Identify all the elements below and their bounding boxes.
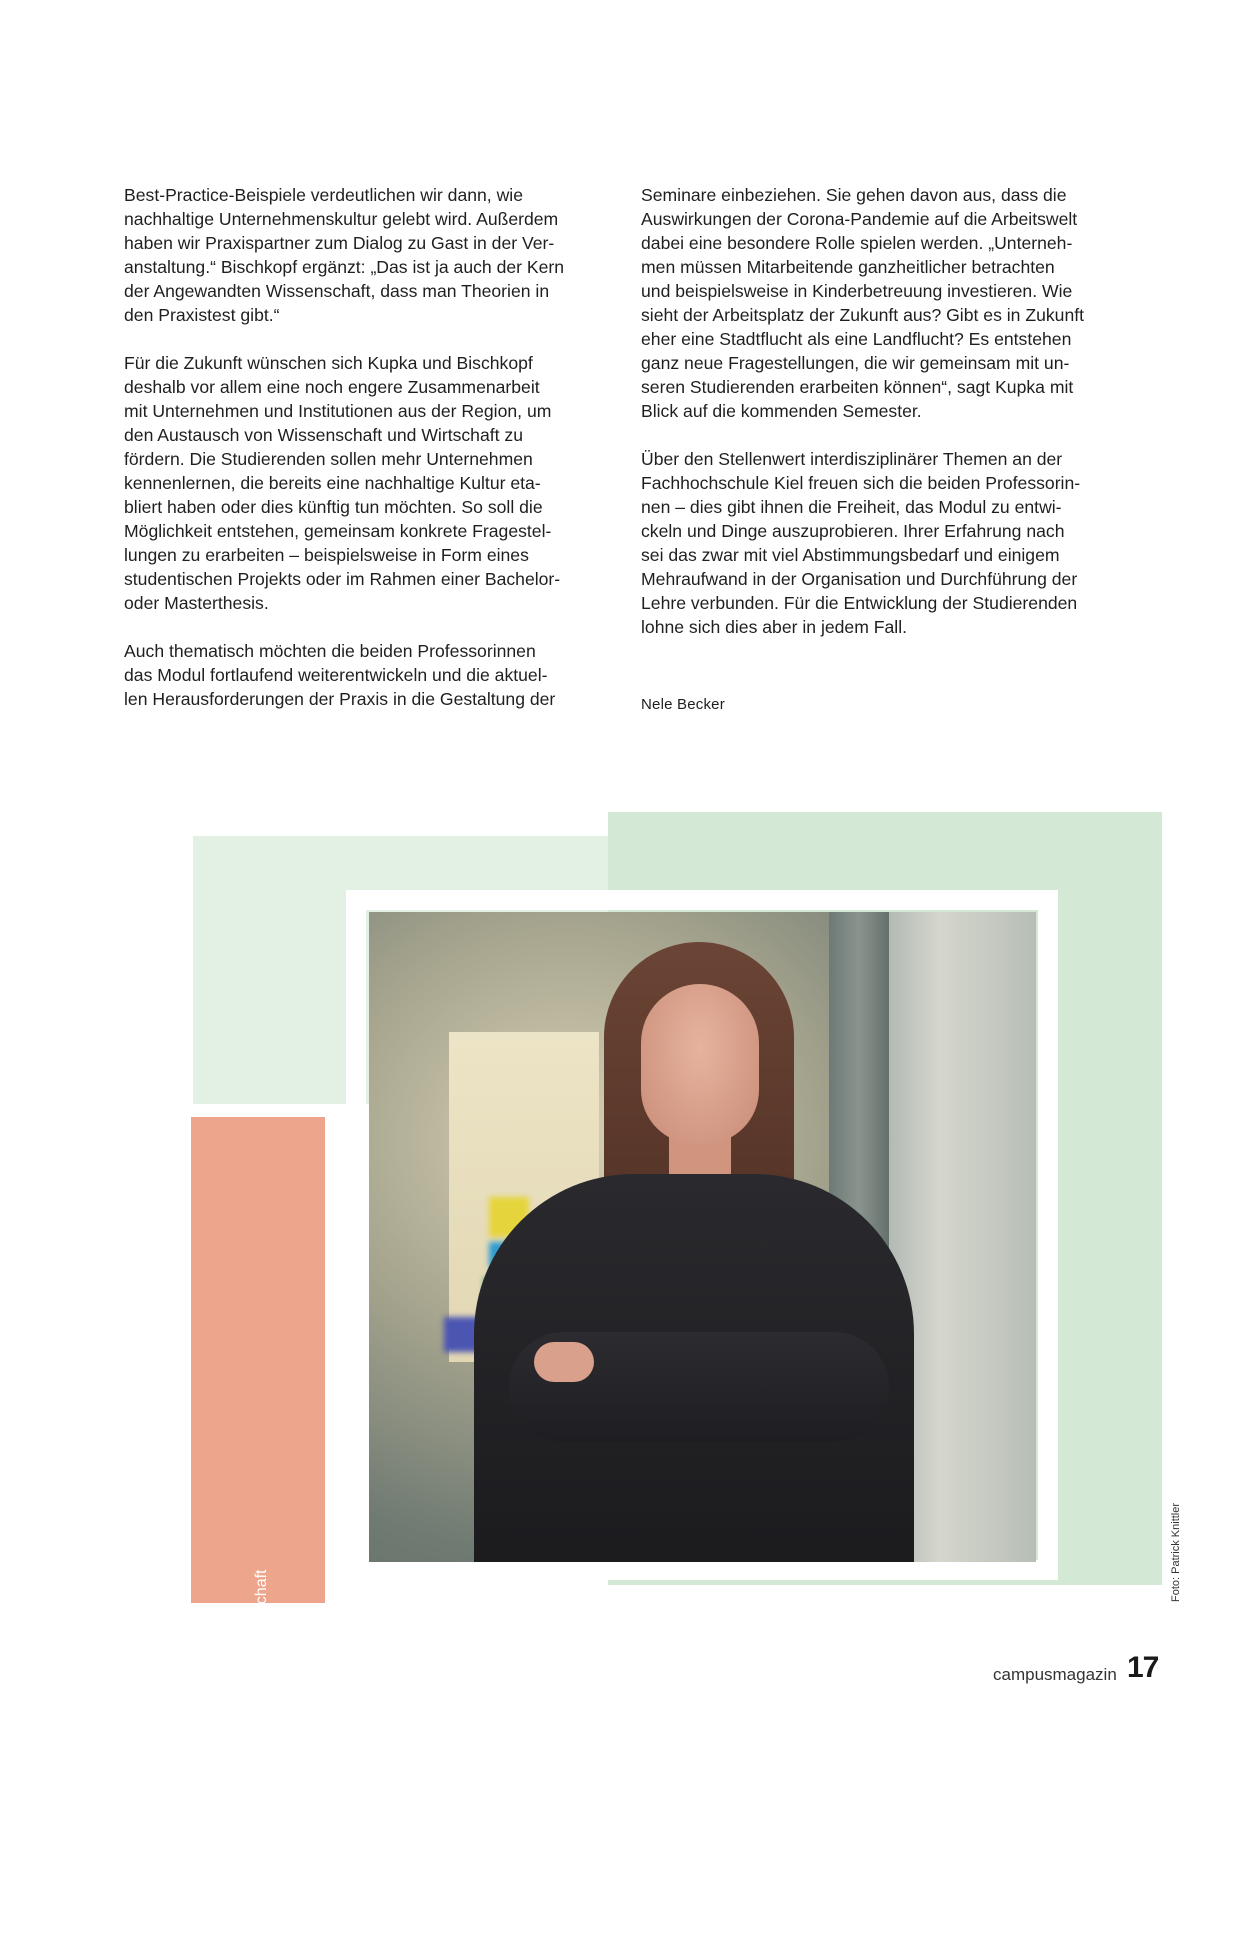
article-right-column xyxy=(641,183,1109,663)
photo-credit: Foto: Patrick Knittler xyxy=(1170,1502,1182,1602)
paragraph: Best-Practice-Beispiele verdeutlichen wir dann, wie nachhaltige Unternehmenskultur gelebt wird. Außerdem haben wir Praxispartner zum Dialog zu Gast in der Ver- anstaltung.“ Bischkopf ergänzt: „Das ist ja auch der Kern der Angewandten Wissenschaft, dass man Theorien in den Praxistest gibt.“ xyxy=(124,185,565,325)
paragraph: Über den Stellenwert interdisziplinärer Themen an der Fachhochschule Kiel freuen sich die beiden Professorin- nen – dies gibt ihnen die Freiheit, das Modul zu entwi- ckeln und Dinge auszuprobieren. Ihrer Erfahrung nach sei das zwar mit viel Abstimmungsbedarf und einigem Mehraufwand in der Organisation und Durchführung der Lehre verbunden. Für die Entwicklung der Studierenden lohne sich dies aber in jedem Fall. xyxy=(641,449,1081,637)
caption-description: Natascha Kupka ist seit 2008 Professorin für Wirt- schafts- und Insolvenzrecht am Fachbereich Wirtschaft der Fachhochschule Kiel. xyxy=(231,1569,292,1959)
footer-magazine-name: campusmagazin xyxy=(993,1665,1117,1684)
portrait-hand xyxy=(534,1342,594,1382)
caption-name: Prof. Dr. Natascha Kupka xyxy=(204,1726,228,1959)
photo-caption-box xyxy=(191,1117,325,1959)
author-name: Nele Becker xyxy=(641,696,725,713)
paragraph: Auch thematisch möchten die beiden Professorinnen das Modul fortlaufend weiterentwickeln und die aktuel- len Herausforderungen der Praxis in die Gestaltung der xyxy=(124,641,556,709)
photo-caption xyxy=(203,1497,295,1959)
portrait-photo xyxy=(369,912,1036,1562)
article-left-column xyxy=(124,183,592,735)
portrait-face xyxy=(641,984,759,1144)
paragraph: Für die Zukunft wünschen sich Kupka und Bischkopf deshalb vor allem eine noch engere Zusammenarbeit mit Unternehmen und Institutionen aus der Region, um den Austausch von Wissenschaft und Wirtschaft zu fördern. Die Studierenden sollen mehr Unternehmen kennenlernen, die bereits eine nachhaltige Kultur eta- bliert haben oder dies künftig tun möchten. So soll die Möglichkeit entstehen, gemeinsam konkrete Fragestel- lungen zu erarbeiten – beispielsweise in Form eines studentischen Projekts oder im Rahmen einer Bachelor- oder Masterthesis. xyxy=(124,353,561,613)
paragraph: Seminare einbeziehen. Sie gehen davon aus, dass die Auswirkungen der Corona-Pandemie auf die Arbeitswelt dabei eine besondere Rolle spielen werden. „Unterneh- men müssen Mitarbeitende ganzheitlicher betrachten und beispielsweise in Kinderbetreuung investieren. Wie sieht der Arbeitsplatz der Zukunft aus? Gibt es in Zukunft eher eine Stadtflucht als eine Landflucht? Es entstehen ganz neue Fragestellungen, die wir gemeinsam mit un- seren Studierenden erarbeiten können“, sagt Kupka mit Blick auf die kommenden Semester. xyxy=(641,185,1085,421)
page-number: 17 xyxy=(1127,1651,1159,1684)
